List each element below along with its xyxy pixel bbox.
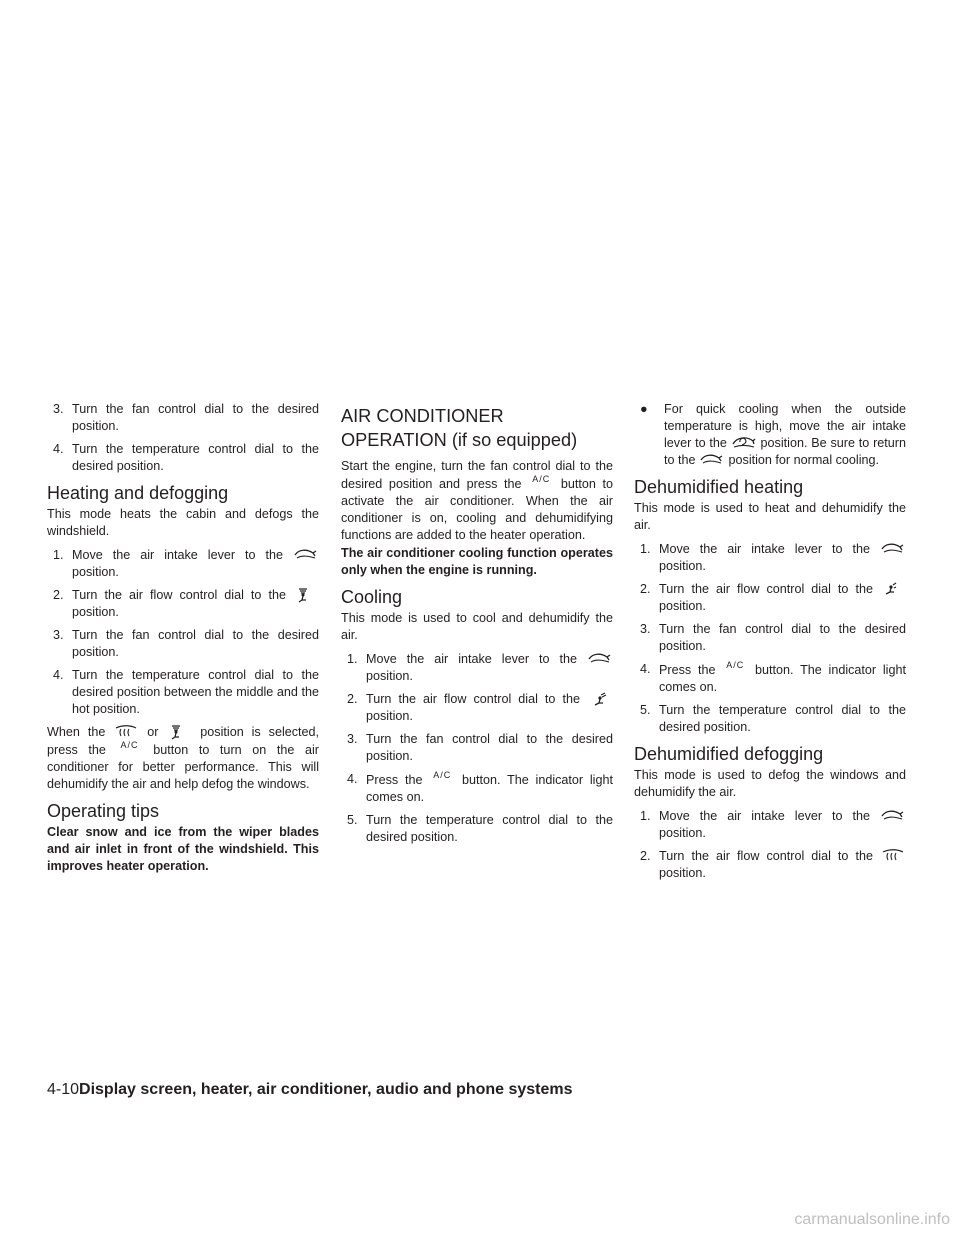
- list-item: 2. Turn the air flow control dial to the position.: [47, 587, 319, 621]
- page-footer: [47, 1080, 573, 1100]
- defrost-icon: [880, 848, 906, 862]
- heading-cooling: Cooling: [341, 587, 403, 607]
- paragraph: This mode is used to defog the windows and dehumidify the air.: [634, 768, 906, 799]
- column-2: [341, 401, 613, 852]
- list-item: 1. Move the air intake lever to the position.: [47, 547, 319, 581]
- outside-air-icon: [880, 541, 906, 555]
- list-item: 2. Turn the air flow control dial to the position.: [634, 581, 906, 615]
- defrost-icon: [113, 724, 139, 738]
- list-item: 1. Move the air intake lever to the position.: [634, 541, 906, 575]
- ac-button-icon: A/C: [433, 770, 452, 780]
- list-item: 2. Turn the air flow control dial to the position.: [341, 691, 613, 725]
- outside-air-icon: [293, 547, 319, 561]
- paragraph: The air conditioner cooling function operates only when the engine is running.: [341, 546, 613, 577]
- list-item: 5. Turn the temperature control dial to the desired position.: [347, 813, 613, 844]
- heading-heating-defogging: Heating and defogging: [47, 483, 229, 503]
- bullet-item: ● For quick cooling when the outside temperature is high, move the air intake lever to the position. Be sure to return to the position for normal cooling.: [640, 402, 906, 467]
- column-1: [47, 401, 319, 875]
- paragraph: Clear snow and ice from the wiper blades and air inlet in front of the windshield. This improves heater operation.: [47, 825, 319, 873]
- heading-air-conditioner-operation: AIR CONDITIONER OPERATION (if so equipped): [341, 406, 578, 450]
- outside-air-icon: [699, 452, 725, 466]
- bi-level-icon: [880, 581, 906, 595]
- list-item: 1. Move the air intake lever to the position.: [341, 651, 613, 685]
- column-3: [634, 401, 906, 888]
- recirculate-air-icon: [731, 435, 757, 449]
- list-item: 5. Turn the temperature control dial to the desired position.: [640, 703, 906, 734]
- outside-air-icon: [587, 651, 613, 665]
- ac-button-icon: A/C: [532, 474, 551, 484]
- list-item: 3. Turn the fan control dial to the desired position.: [347, 732, 613, 763]
- paragraph: This mode is used to cool and dehumidify the air.: [341, 611, 613, 642]
- list-item: 4. Turn the temperature control dial to the desired position.: [53, 442, 319, 473]
- list-item: 1. Move the air intake lever to the position.: [634, 808, 906, 842]
- heading-dehumidified-defogging: Dehumidified defogging: [634, 744, 824, 764]
- page-number: 4-10: [47, 1081, 80, 1098]
- paragraph: This mode heats the cabin and defogs the windshield.: [47, 507, 319, 538]
- list-item: 4. Press the A/C button. The indicator light comes on.: [347, 770, 613, 804]
- list-item: 2. Turn the air flow control dial to the position.: [634, 848, 906, 882]
- ac-button-icon: A/C: [120, 740, 139, 750]
- section-title: Display screen, heater, air conditioner, audio and phone systems: [79, 1081, 573, 1098]
- list-item: 3. Turn the fan control dial to the desired position.: [53, 402, 319, 433]
- foot-defrost-icon: [166, 724, 192, 738]
- paragraph: This mode is used to heat and dehumidify the air.: [634, 501, 906, 532]
- ac-button-icon: A/C: [726, 660, 745, 670]
- heading-operating-tips: Operating tips: [47, 801, 160, 821]
- foot-defrost-icon: [293, 587, 319, 601]
- paragraph: When the or position is selected, press the A/C button to turn on the air conditioner for better performance. This will dehumidify the air and help defog the windows.: [47, 725, 320, 791]
- list-item: 3. Turn the fan control dial to the desired position.: [53, 628, 319, 659]
- watermark: carmanualsonline.info: [794, 1211, 950, 1228]
- list-item: 3. Turn the fan control dial to the desired position.: [640, 622, 906, 653]
- outside-air-icon: [880, 808, 906, 822]
- list-item: 4. Turn the temperature control dial to the desired position between the middle and the hot position.: [53, 668, 319, 716]
- face-vent-icon: [587, 691, 613, 705]
- list-item: 4. Press the A/C button. The indicator light comes on.: [640, 660, 906, 694]
- heading-dehumidified-heating: Dehumidified heating: [634, 477, 804, 497]
- paragraph: Start the engine, turn the fan control dial to the desired position and press the A/C button to activate the air conditioner. When the air conditioner is on, cooling and dehumidifying functions are added to the heater operation.: [341, 459, 614, 542]
